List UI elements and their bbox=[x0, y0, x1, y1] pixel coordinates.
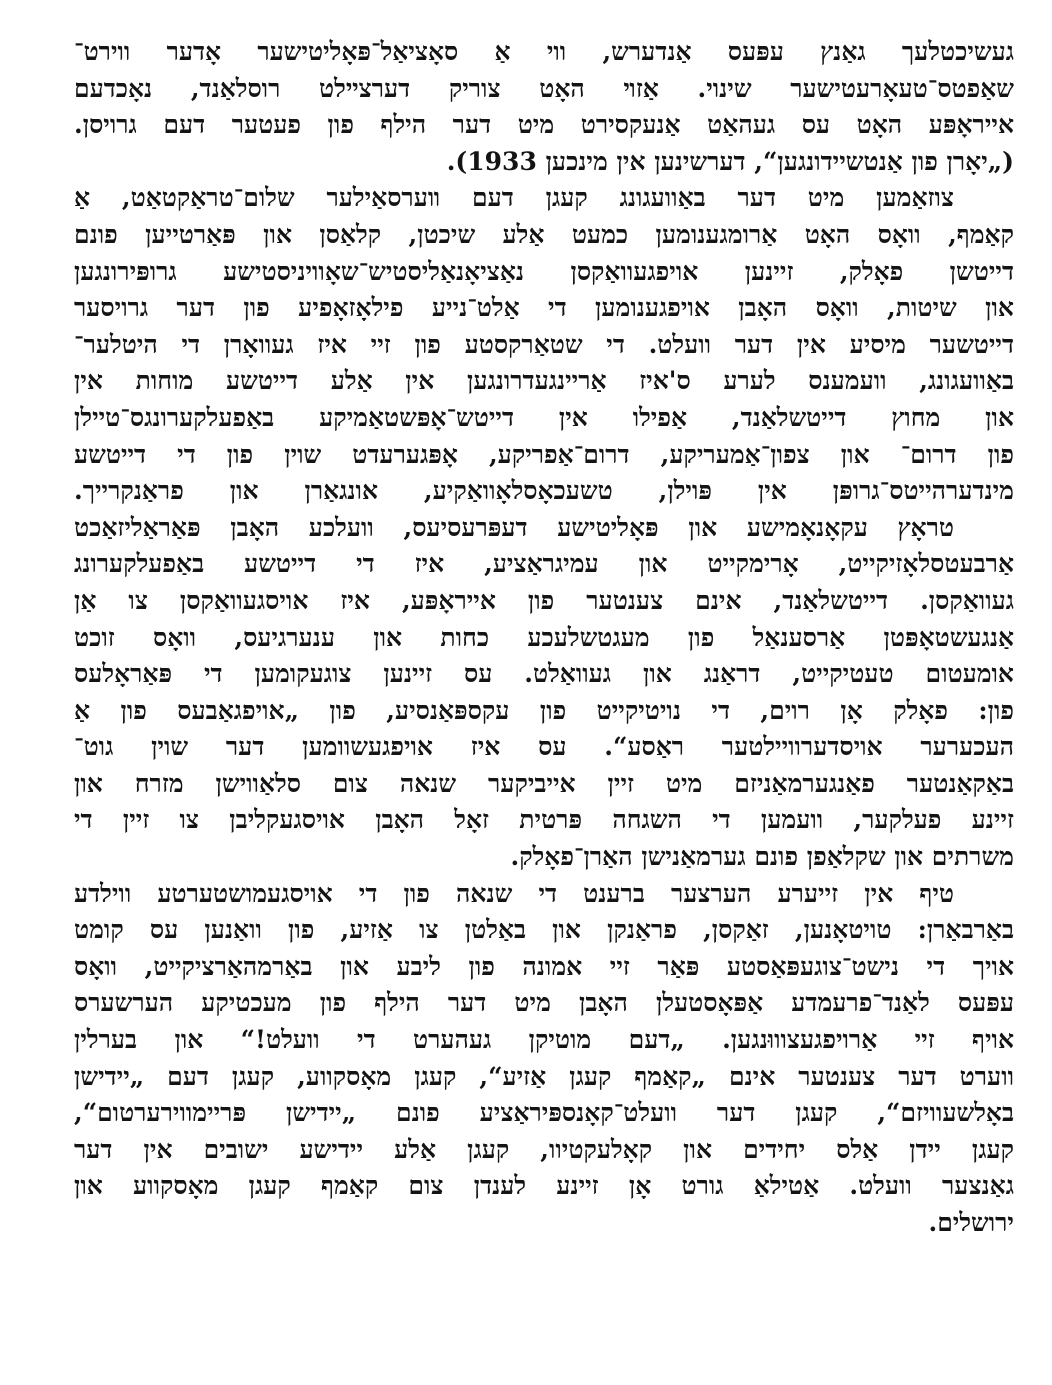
text-line: און שיטות, וואָס האָבן אויפגענומען די אַלט־נייע פילאָזאָפיע פון דער גרויסער bbox=[74, 293, 1014, 323]
text-line: דייטשן פאָלק, זיינען אויפגעוואַקסן נאַציאָנאַליסטיש־שאָוויניסטישע גרופּירונגען bbox=[74, 256, 1014, 286]
text-line: באַרבאַרן: טויטאָנען, זאַקסן, פראַנקן און באַלטן צו אַזיע, פון וואַנען עס קומט bbox=[74, 915, 1014, 945]
text-line: שאַפטס־טעאָרעטישער שינוי. אַזױ האָט צוריק דערצײלט רוסלאַנד, נאָכדעם bbox=[74, 73, 1014, 103]
text-line: גאַנצער וועלט. אַטילאַ גורט אָן זיינע לענדן צום קאַמף קעגן מאָסקווע און bbox=[74, 1171, 1014, 1201]
paragraph-1 bbox=[74, 34, 1014, 180]
text-line: ירושלים. bbox=[928, 1208, 1014, 1237]
text-line: צוזאַמען מיט דער באַוועגונג קעגן דעם װערסאַילער שלום־טראַקטאַט, אַ bbox=[74, 183, 954, 213]
text-line: העכערער אויסדערוויילטער ראַסע“. עס איז אויפגעשוומען דער שוין גוט־ bbox=[74, 732, 1014, 762]
text-line: ווערט דער צענטער אינם „קאַמף קעגן אַזיע“, קעגן מאָסקווע, קעגן דעם „יידישן bbox=[74, 1061, 1014, 1091]
text-line: געוואַקסן. דייטשלאַנד, אינם צענטער פון אייראָפּע, איז אויסגעוואַקסן צו אַן bbox=[74, 585, 1014, 615]
text-line: באַקאַנטער פאַנגערמאַניזם מיט זיין אייביקער שנאה צום סלאַווישן מזרח און bbox=[74, 768, 1014, 798]
text-line: טראָץ עקאָנאָמישע און פּאָליטישע דעפּרעסיעס, וועלכע האָבן פּאַראַליזאַכט bbox=[74, 512, 954, 542]
text-line: מינדערהייטס־גרופּן אין פּוילן, טשעכאָסלאָוואַקיע, אונגאַרן און פראַנקרייך. bbox=[74, 476, 1014, 506]
text-line: משרתים און שקלאַפן פונם גערמאַנישן האַרן־פאָלק. bbox=[510, 842, 1014, 872]
text-line: באָלשעוויזם“, קעגן דער וועלט־קאָנספּיראַציע פונם „יידישן פּריימווירערטום“, bbox=[74, 1098, 1014, 1128]
paragraph-4 bbox=[74, 876, 1014, 1242]
text-line: אויך די נישט־צוגעפּאַסטע פּאַר זיי אמונה פון ליבע און באַרמהאַרציקייט, וואָס bbox=[74, 951, 1014, 981]
yiddish-text-page bbox=[74, 34, 1014, 1242]
text-line: פון: פאָלק אָן רוים, די נויטיקייט פון עקספּאַנסיע, פון „אויפגאַבעס פון אַ bbox=[74, 695, 1014, 725]
text-line: קעגן יידן אַלס יחידים און קאָלעקטיוו, קעגן אַלע יידישע ישובים אין דער bbox=[74, 1134, 1014, 1164]
text-line: פון דרום־ און צפון־אַמעריקע, דרום־אַפריקע, אָפּגערעדט שוין פון די דייטשע bbox=[74, 439, 1014, 469]
paragraph-2 bbox=[74, 180, 1014, 509]
text-line: אַנגעשטאָפּטן אַרסענאַל פון מעגטשלעכע כחות און ענערגיעס, וואָס זוכט bbox=[74, 622, 1014, 652]
text-line: אומעטום טעטיקייט, דראַנג און געוואַלט. עס זיינען צוגעקומען די פּאַראָלעס bbox=[74, 659, 1014, 689]
text-line: געשיכטלעך גאַנץ עפּעס אַנדערש, ווי אַ סאָציאַל־פּאָליטישער אָדער ווירט־ bbox=[74, 37, 1014, 66]
text-line: עפּעס לאַנד־פרעמדע אַפּאָסטעלן האָבן מיט דער הילף פון מעכטיקע הערשערס bbox=[74, 988, 1014, 1018]
text-line: אייראָפּע האָט עס געהאַט אַנעקסירט מיט דער הילף פון פעטער דעם גרויסן. bbox=[74, 110, 1014, 140]
text-line: זיינע פעלקער, וועמען די השגחה פּרטית זאָל האָבן אויסגעקליבן צו זיין די bbox=[74, 805, 1014, 835]
text-line: („יאָרן פון אַנטשיידונגען“, דערשינען אין מינכען 1933). bbox=[446, 146, 1014, 176]
text-line: און מחוץ דייטשלאַנד, אַפילו אין דייטש־אָפּשטאַמיקע באַפעלקערונגס־טיילן bbox=[74, 402, 1014, 432]
text-line: אַרבעטסלאָזיקייט, אָרימקייט און עמיגראַציע, איז די דייטשע באַפעלקערונג bbox=[74, 549, 1014, 579]
paragraph-3 bbox=[74, 510, 1014, 876]
text-line: דייטשער מיסיע אין דער וועלט. די שטאַרקסטע פון זיי איז געוואָרן די היטלער־ bbox=[74, 329, 1014, 359]
text-line: קאַמף, וואָס האָט אַרומגענומען כמעט אַלע שיכטן, קלאַסן און פּאַרטייען פונם bbox=[74, 219, 1014, 249]
text-line: טיף אין זייערע הערצער ברענט די שנאה פון די אויסגעמושטערטע ווילדע bbox=[74, 878, 954, 908]
text-line: באַוועגונג, וועמענס לערע ס'איז אַריינגעדרונגען אין אַלע דייטשע מוחות אין bbox=[74, 366, 1014, 396]
text-line: אויף זיי אַרויפגעצוווּנגען. „דעם מוטיקן געהערט די וועלט!“ און בערלין bbox=[74, 1025, 1014, 1055]
